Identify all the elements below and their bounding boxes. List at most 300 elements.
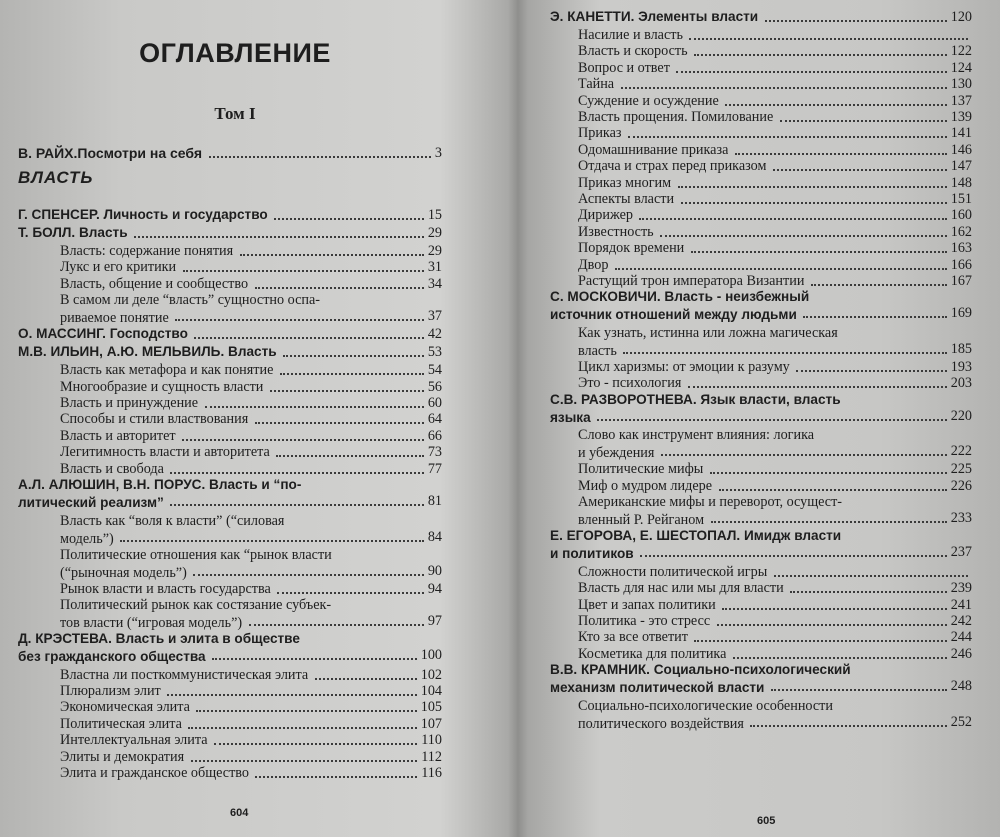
toc-leader-dots xyxy=(283,355,424,357)
toc-entry-line: Власть и свобода xyxy=(60,460,164,477)
toc-entry-page: 64 xyxy=(427,411,442,428)
toc-entry xyxy=(578,239,972,257)
toc-entry-line: Лукс и его критики xyxy=(60,259,177,276)
toc-entry-line: Г. СПЕНСЕР. Личность и государство xyxy=(18,207,268,222)
toc-entry-title xyxy=(578,92,719,110)
toc-entry xyxy=(60,410,442,428)
toc-entry-title xyxy=(578,477,712,495)
toc-author-entry xyxy=(18,224,442,242)
toc-entry-line: Порядок времени xyxy=(578,240,685,257)
toc-entry-title xyxy=(550,527,841,563)
toc-entry-first xyxy=(18,144,442,162)
toc-leader-dots xyxy=(255,287,424,289)
toc-leader-dots xyxy=(120,540,424,542)
toc-entry-line-continued: политического воздействия xyxy=(578,715,744,732)
toc-entry-title xyxy=(578,324,838,360)
toc-entry-title xyxy=(18,630,300,666)
toc-entry xyxy=(60,512,442,546)
toc-entry-page: 233 xyxy=(950,510,972,527)
toc-entry-line-continued: тов власти (“игровая модель”) xyxy=(60,615,243,631)
toc-leader-dots xyxy=(205,406,424,408)
toc-leader-dots xyxy=(134,236,424,238)
toc-entry-page: 203 xyxy=(950,375,972,392)
toc-leader-dots xyxy=(710,472,947,474)
toc-entry-page: 66 xyxy=(427,427,442,444)
toc-entry-title xyxy=(60,512,284,548)
toc-entry xyxy=(60,427,442,445)
toc-entry-page: 147 xyxy=(950,158,972,175)
toc-entry-title xyxy=(578,26,683,44)
toc-entry-title xyxy=(18,476,301,512)
toc-entry-title xyxy=(578,124,622,142)
toc-leader-dots xyxy=(773,169,947,171)
toc-entry xyxy=(578,645,972,663)
toc-leader-dots xyxy=(660,235,947,237)
toc-entry-line-continued: (“рыночная модель”) xyxy=(60,564,187,581)
toc-entry-line: А.Л. АЛЮШИН, В.Н. ПОРУС. Власть и “по- xyxy=(18,477,302,492)
toc-leader-dots xyxy=(678,186,947,188)
toc-entry xyxy=(578,697,972,731)
section-title: ВЛАСТЬ xyxy=(18,168,94,187)
toc-entry-title xyxy=(550,8,758,26)
toc-entry-page: 37 xyxy=(427,308,442,325)
toc-entry-line: Американские мифы и переворот, осущест- xyxy=(578,494,843,511)
toc-entry-page: 100 xyxy=(420,647,442,663)
toc-entry xyxy=(60,546,442,580)
toc-leader-dots xyxy=(597,419,947,421)
toc-leader-dots xyxy=(628,136,947,138)
toc-leader-dots xyxy=(167,694,417,696)
toc-leader-dots xyxy=(240,254,424,256)
toc-entry-line: Аспекты власти xyxy=(578,191,675,207)
toc-entry-page: 220 xyxy=(950,407,972,424)
toc-entry-title xyxy=(60,427,176,445)
toc-entry-page: 60 xyxy=(427,395,442,411)
toc-leader-dots xyxy=(175,319,424,321)
toc-leader-dots xyxy=(255,776,417,778)
toc-leader-dots xyxy=(280,373,424,375)
toc-entry-title xyxy=(60,361,273,379)
toc-leader-dots xyxy=(209,156,431,158)
toc-entry-page: 105 xyxy=(420,699,442,716)
toc-entry-title xyxy=(578,579,784,597)
toc-entry xyxy=(60,394,442,412)
toc-entry-title xyxy=(60,748,184,766)
toc-entry-title xyxy=(60,596,331,632)
toc-leader-dots xyxy=(183,270,424,272)
toc-leader-dots xyxy=(277,592,424,594)
toc-entry-title xyxy=(60,410,248,428)
toc-leader-dots xyxy=(639,218,947,220)
toc-entry-line: Отдача и страх перед приказом xyxy=(578,158,767,175)
page-number-left: 604 xyxy=(230,807,249,819)
toc-entry-title xyxy=(60,291,320,327)
toc-entry xyxy=(60,580,442,598)
toc-entry xyxy=(578,579,972,597)
toc-entry-line: Двор xyxy=(578,256,609,273)
toc-entry xyxy=(60,764,442,782)
toc-leader-dots xyxy=(196,710,417,712)
toc-leader-dots xyxy=(212,658,417,660)
toc-entry-title xyxy=(578,174,671,192)
toc-entry-title xyxy=(578,256,608,274)
toc-entry-line: Элита и гражданское общество xyxy=(60,765,249,781)
toc-leader-dots xyxy=(717,624,947,626)
toc-entry-title xyxy=(578,374,681,392)
toc-entry-title xyxy=(18,343,277,361)
toc-leader-dots xyxy=(735,153,947,155)
toc-leader-dots xyxy=(691,251,947,253)
toc-entry-page: 185 xyxy=(950,341,972,357)
toc-entry-line: Растущий трон императора Византии xyxy=(578,273,805,289)
toc-entry-line: Это - психология xyxy=(578,375,682,392)
toc-entry-title xyxy=(578,108,773,126)
toc-entry xyxy=(578,324,972,358)
toc-entry-title xyxy=(60,715,182,733)
toc-entry-line: Социально-психологические особенности xyxy=(578,697,833,714)
toc-author-entry xyxy=(18,343,442,361)
toc-entry-line: Приказ xyxy=(578,125,622,142)
toc-entry xyxy=(578,124,972,142)
toc-entry-line: Тайна xyxy=(578,76,615,93)
toc-author-entry xyxy=(550,8,972,26)
toc-entry xyxy=(578,59,972,77)
toc-entry-title xyxy=(18,206,268,224)
toc-entry-line-continued: источник отношений между людьми xyxy=(550,307,797,323)
toc-entry-title xyxy=(550,661,851,697)
toc-entry-line: М.В. ИЛЬИН, А.Ю. МЕЛЬВИЛЬ. Власть xyxy=(18,344,277,360)
toc-entry-title xyxy=(60,242,233,260)
toc-entry-line: Д. КРЭСТЕВА. Власть и элита в обществе xyxy=(18,631,300,646)
toc-entry-page: 169 xyxy=(950,305,972,322)
toc-entry-page: 29 xyxy=(427,225,442,241)
toc-leader-dots xyxy=(733,657,947,659)
toc-entry-title xyxy=(578,272,804,290)
toc-entry-page: 137 xyxy=(950,92,972,109)
toc-entry-line-continued: вленный Р. Рейганом xyxy=(578,512,705,529)
toc-entry-line: Многообразие и сущность власти xyxy=(60,378,264,395)
toc-entry-line: Косметика для политика xyxy=(578,645,727,662)
toc-entry xyxy=(578,174,972,192)
toc-entry-line: Власть: содержание понятия xyxy=(60,243,234,259)
toc-entry-page: 124 xyxy=(950,59,972,76)
toc-leader-dots xyxy=(694,640,947,642)
toc-entry xyxy=(578,272,972,290)
toc-entry-line: Властна ли посткоммунистическая элита xyxy=(60,666,309,683)
toc-leader-dots xyxy=(803,316,947,318)
toc-leader-dots xyxy=(725,104,947,106)
toc-entry xyxy=(60,596,442,630)
toc-leader-dots xyxy=(214,743,417,745)
toc-leader-dots xyxy=(676,71,947,73)
toc-entry-title xyxy=(578,645,726,663)
toc-entry-page: 122 xyxy=(950,43,972,60)
toc-entry-line: С.В. РАЗВОРОТНЕВА. Язык власти, власть xyxy=(550,391,841,407)
toc-entry-line: Суждение и осуждение xyxy=(578,92,719,109)
toc-entry-line: Насилие и власть xyxy=(578,27,683,43)
toc-entry-title xyxy=(578,157,766,175)
toc-entry-line: Цвет и запах политики xyxy=(578,596,716,613)
toc-entry-page: 3 xyxy=(434,145,442,161)
toc-entry xyxy=(578,206,972,224)
toc-entry xyxy=(578,26,972,44)
toc-entry-line: В самом ли деле “власть” сущностно оспа- xyxy=(60,292,321,309)
toc-entry xyxy=(60,731,442,749)
toc-entry-title xyxy=(18,224,128,242)
toc-leader-dots xyxy=(774,575,968,577)
toc-entry-title xyxy=(60,546,332,582)
toc-author-entry xyxy=(550,527,972,561)
toc-entry-page: 42 xyxy=(427,326,442,343)
toc-entry-title xyxy=(60,378,263,396)
toc-entry-page: 141 xyxy=(950,125,972,142)
toc-entry-line: Рынок власти и власть государства xyxy=(60,580,271,597)
toc-entry-line: Э. КАНЕТТИ. Элементы власти xyxy=(550,9,759,24)
toc-entry-page: 31 xyxy=(427,259,442,276)
toc-entry-page: 90 xyxy=(427,562,442,579)
toc-leader-dots xyxy=(191,760,417,762)
toc-entry-line: Е. ЕГОРОВА, Е. ШЕСТОПАЛ. Имидж власти xyxy=(550,528,842,544)
toc-entry-line-continued: литический реализм” xyxy=(18,495,164,510)
toc-entry xyxy=(60,748,442,766)
toc-entry xyxy=(60,698,442,716)
toc-entry-line: Политика - это стресс xyxy=(578,613,711,629)
toc-entry xyxy=(578,596,972,614)
toc-entry-page: 73 xyxy=(427,444,442,461)
toc-leader-dots xyxy=(722,608,947,610)
toc-leader-dots xyxy=(276,455,424,457)
toc-entry-title xyxy=(578,190,674,208)
toc-entry-line: Сложности политической игры xyxy=(578,563,768,580)
toc-entry-title xyxy=(578,493,842,529)
toc-entry-page: 239 xyxy=(950,580,972,597)
toc-entry-title xyxy=(578,239,684,257)
toc-entry-title xyxy=(550,288,809,324)
toc-entry-line: Известность xyxy=(578,223,654,240)
toc-entry-page: 97 xyxy=(427,613,442,629)
toc-entry-line-continued: языка xyxy=(550,409,591,425)
toc-entry xyxy=(578,358,972,376)
toc-leader-dots xyxy=(615,268,947,270)
toc-entry-line-continued: без гражданского общества xyxy=(18,649,206,664)
toc-author-entry xyxy=(18,206,442,224)
toc-leader-dots xyxy=(681,202,947,204)
toc-entry-title xyxy=(578,596,716,614)
toc-entry-page: 107 xyxy=(420,715,442,732)
toc-entry xyxy=(60,460,442,478)
toc-entry xyxy=(60,291,442,325)
toc-entry xyxy=(578,157,972,175)
toc-leader-dots xyxy=(640,555,947,557)
toc-entry-title xyxy=(578,358,790,376)
toc-entry xyxy=(60,715,442,733)
toc-entry-page: 81 xyxy=(427,493,442,509)
toc-entry xyxy=(578,374,972,392)
toc-author-entry xyxy=(550,391,972,425)
toc-entry-title xyxy=(60,460,164,478)
toc-entry-line: В.В. КРАМНИК. Социально-психологический xyxy=(550,662,851,678)
toc-entry-line-continued: и убеждения xyxy=(578,445,655,462)
toc-entry-title xyxy=(578,42,688,60)
toc-entry-title xyxy=(60,698,190,716)
toc-entry-title xyxy=(578,628,688,646)
toc-entry-line: Власть для нас или мы для власти xyxy=(578,580,784,597)
toc-entry-line: Дирижер xyxy=(578,207,633,224)
toc-entry xyxy=(60,666,442,684)
toc-leader-dots xyxy=(689,38,968,40)
toc-entry-line: Власть как метафора и как понятие xyxy=(60,362,274,379)
toc-leader-dots xyxy=(771,689,947,691)
toc-entry-line: Цикл харизмы: от эмоции к разуму xyxy=(578,359,790,375)
toc-entry-line: Плюрализм элит xyxy=(60,683,161,699)
toc-entry-title xyxy=(60,580,271,598)
toc-entry xyxy=(60,242,442,260)
toc-entry-page: 94 xyxy=(427,580,442,597)
toc-entry-page: 116 xyxy=(421,765,442,781)
toc-entry-page: 246 xyxy=(950,645,972,662)
toc-entry-page: 139 xyxy=(950,109,972,125)
toc-entry-line: С. МОСКОВИЧИ. Власть - неизбежный xyxy=(550,289,810,305)
toc-entry-title xyxy=(60,731,208,749)
toc-entry-line: Политический рынок как состязание субъек- xyxy=(60,597,332,613)
toc-leader-dots xyxy=(688,386,947,388)
toc-entry xyxy=(578,141,972,159)
toc-entry-line: Политические отношения как “рынок власти xyxy=(60,546,332,563)
toc-entry xyxy=(60,258,442,276)
toc-leader-dots xyxy=(780,120,947,122)
page-heading: ОГЛАВЛЕНИЕ xyxy=(139,38,331,68)
toc-entry xyxy=(60,378,442,396)
toc-entry-line: Интеллектуальная элита xyxy=(60,732,208,749)
toc-entry-line: Власть и авторитет xyxy=(60,427,176,444)
toc-entry-line-continued: и политиков xyxy=(550,546,634,562)
toc-entry xyxy=(60,275,442,293)
toc-entry xyxy=(60,361,442,379)
toc-author-entry xyxy=(550,288,972,322)
toc-entry-line: Слово как инструмент влияния: логика xyxy=(578,427,815,444)
toc-entry-title xyxy=(60,682,161,700)
toc-entry-line: Власть как “воля к власти” (“силовая xyxy=(60,512,285,529)
toc-entry-page: 160 xyxy=(950,207,972,224)
toc-entry-title xyxy=(18,325,188,343)
toc-entry-line: Власть, общение и сообщество xyxy=(60,275,249,292)
toc-entry xyxy=(578,190,972,208)
toc-leader-dots xyxy=(811,284,947,286)
toc-entry-page: 248 xyxy=(950,678,972,695)
toc-entry-line: Одомашнивание приказа xyxy=(578,141,729,158)
toc-leader-dots xyxy=(255,422,424,424)
toc-leader-dots xyxy=(621,87,947,89)
toc-leader-dots xyxy=(188,727,417,729)
toc-entry xyxy=(578,92,972,110)
toc-entry-line: Политическая элита xyxy=(60,715,182,732)
toc-entry-title: В. РАЙХ.Посмотри на себя xyxy=(18,145,203,161)
toc-entry-page: 225 xyxy=(950,461,972,478)
toc-entry-line: Способы и стили властвования xyxy=(60,411,249,428)
toc-entry-line: Экономическая элита xyxy=(60,699,190,716)
toc-entry-title xyxy=(60,258,176,276)
toc-entry-line: Т. БОЛЛ. Власть xyxy=(18,225,128,240)
toc-entry-title xyxy=(578,460,703,478)
toc-entry-title xyxy=(578,223,654,241)
toc-leader-dots xyxy=(170,472,424,474)
toc-entry-page: 77 xyxy=(427,460,442,477)
toc-leader-dots xyxy=(270,390,424,392)
toc-entry-page: 146 xyxy=(950,141,972,158)
toc-entry-page: 15 xyxy=(427,207,442,223)
toc-entry-page: 167 xyxy=(950,273,972,289)
toc-entry xyxy=(578,628,972,646)
page-number-right: 605 xyxy=(757,815,776,827)
toc-author-entry xyxy=(18,630,442,664)
toc-entry-line-continued: власть xyxy=(578,343,617,359)
toc-entry-title xyxy=(578,59,670,77)
toc-entry-title xyxy=(578,206,633,224)
toc-leader-dots xyxy=(194,337,424,339)
toc-entry-line: Легитимность власти и авторитета xyxy=(60,444,270,461)
toc-entry xyxy=(60,443,442,461)
toc-leader-dots xyxy=(315,678,417,680)
toc-entry-page: 54 xyxy=(427,362,442,379)
toc-leader-dots xyxy=(170,504,424,506)
toc-entry-page: 226 xyxy=(950,477,972,494)
toc-entry xyxy=(578,75,972,93)
toc-leader-dots xyxy=(796,370,947,372)
toc-leader-dots xyxy=(274,218,424,220)
toc-leader-dots xyxy=(719,489,947,491)
toc-entry-page: 241 xyxy=(950,596,972,613)
toc-entry-title xyxy=(60,666,308,684)
toc-entry-title xyxy=(578,75,614,93)
toc-entry-page: 120 xyxy=(950,9,972,25)
toc-leader-dots xyxy=(182,439,424,441)
toc-entry-page: 237 xyxy=(950,544,972,561)
toc-entry-title xyxy=(60,275,248,293)
toc-entry-line-continued: модель”) xyxy=(60,530,114,547)
toc-entry-page: 53 xyxy=(427,344,442,361)
toc-entry-line: Приказ многим xyxy=(578,174,672,191)
toc-entry-title xyxy=(60,394,198,412)
toc-leader-dots xyxy=(765,20,947,22)
toc-entry-title xyxy=(578,612,710,630)
toc-entry-line: О. МАССИНГ. Господство xyxy=(18,326,188,342)
toc-entry-line: Элиты и демократия xyxy=(60,748,185,765)
toc-entry-page: 104 xyxy=(420,683,442,699)
toc-entry xyxy=(578,42,972,60)
toc-entry-line: Как узнать, истинна или ложна магическая xyxy=(578,325,838,341)
toc-entry-line: Власть и принуждение xyxy=(60,395,199,411)
toc-entry-page: 102 xyxy=(420,666,442,683)
toc-entry-line-continued: механизм политической власти xyxy=(550,680,765,696)
toc-entry xyxy=(578,612,972,630)
toc-entry-title xyxy=(60,443,270,461)
toc-leader-dots xyxy=(790,591,947,593)
toc-author-entry xyxy=(18,476,442,510)
toc-entry-page: 56 xyxy=(427,378,442,395)
toc-entry-title xyxy=(550,391,841,427)
toc-entry-line: Политические мифы xyxy=(578,461,704,478)
toc-entry-title xyxy=(578,141,728,159)
toc-entry-page: 110 xyxy=(421,732,442,749)
toc-entry-page: 162 xyxy=(950,223,972,240)
toc-entry-page: 252 xyxy=(950,713,972,730)
toc-entry-title xyxy=(60,764,249,782)
volume-label: Том I xyxy=(214,104,256,123)
toc-entry-page: 29 xyxy=(427,243,442,259)
toc-leader-dots xyxy=(249,624,424,626)
toc-leader-dots xyxy=(193,574,424,576)
toc-author-entry xyxy=(18,325,442,343)
